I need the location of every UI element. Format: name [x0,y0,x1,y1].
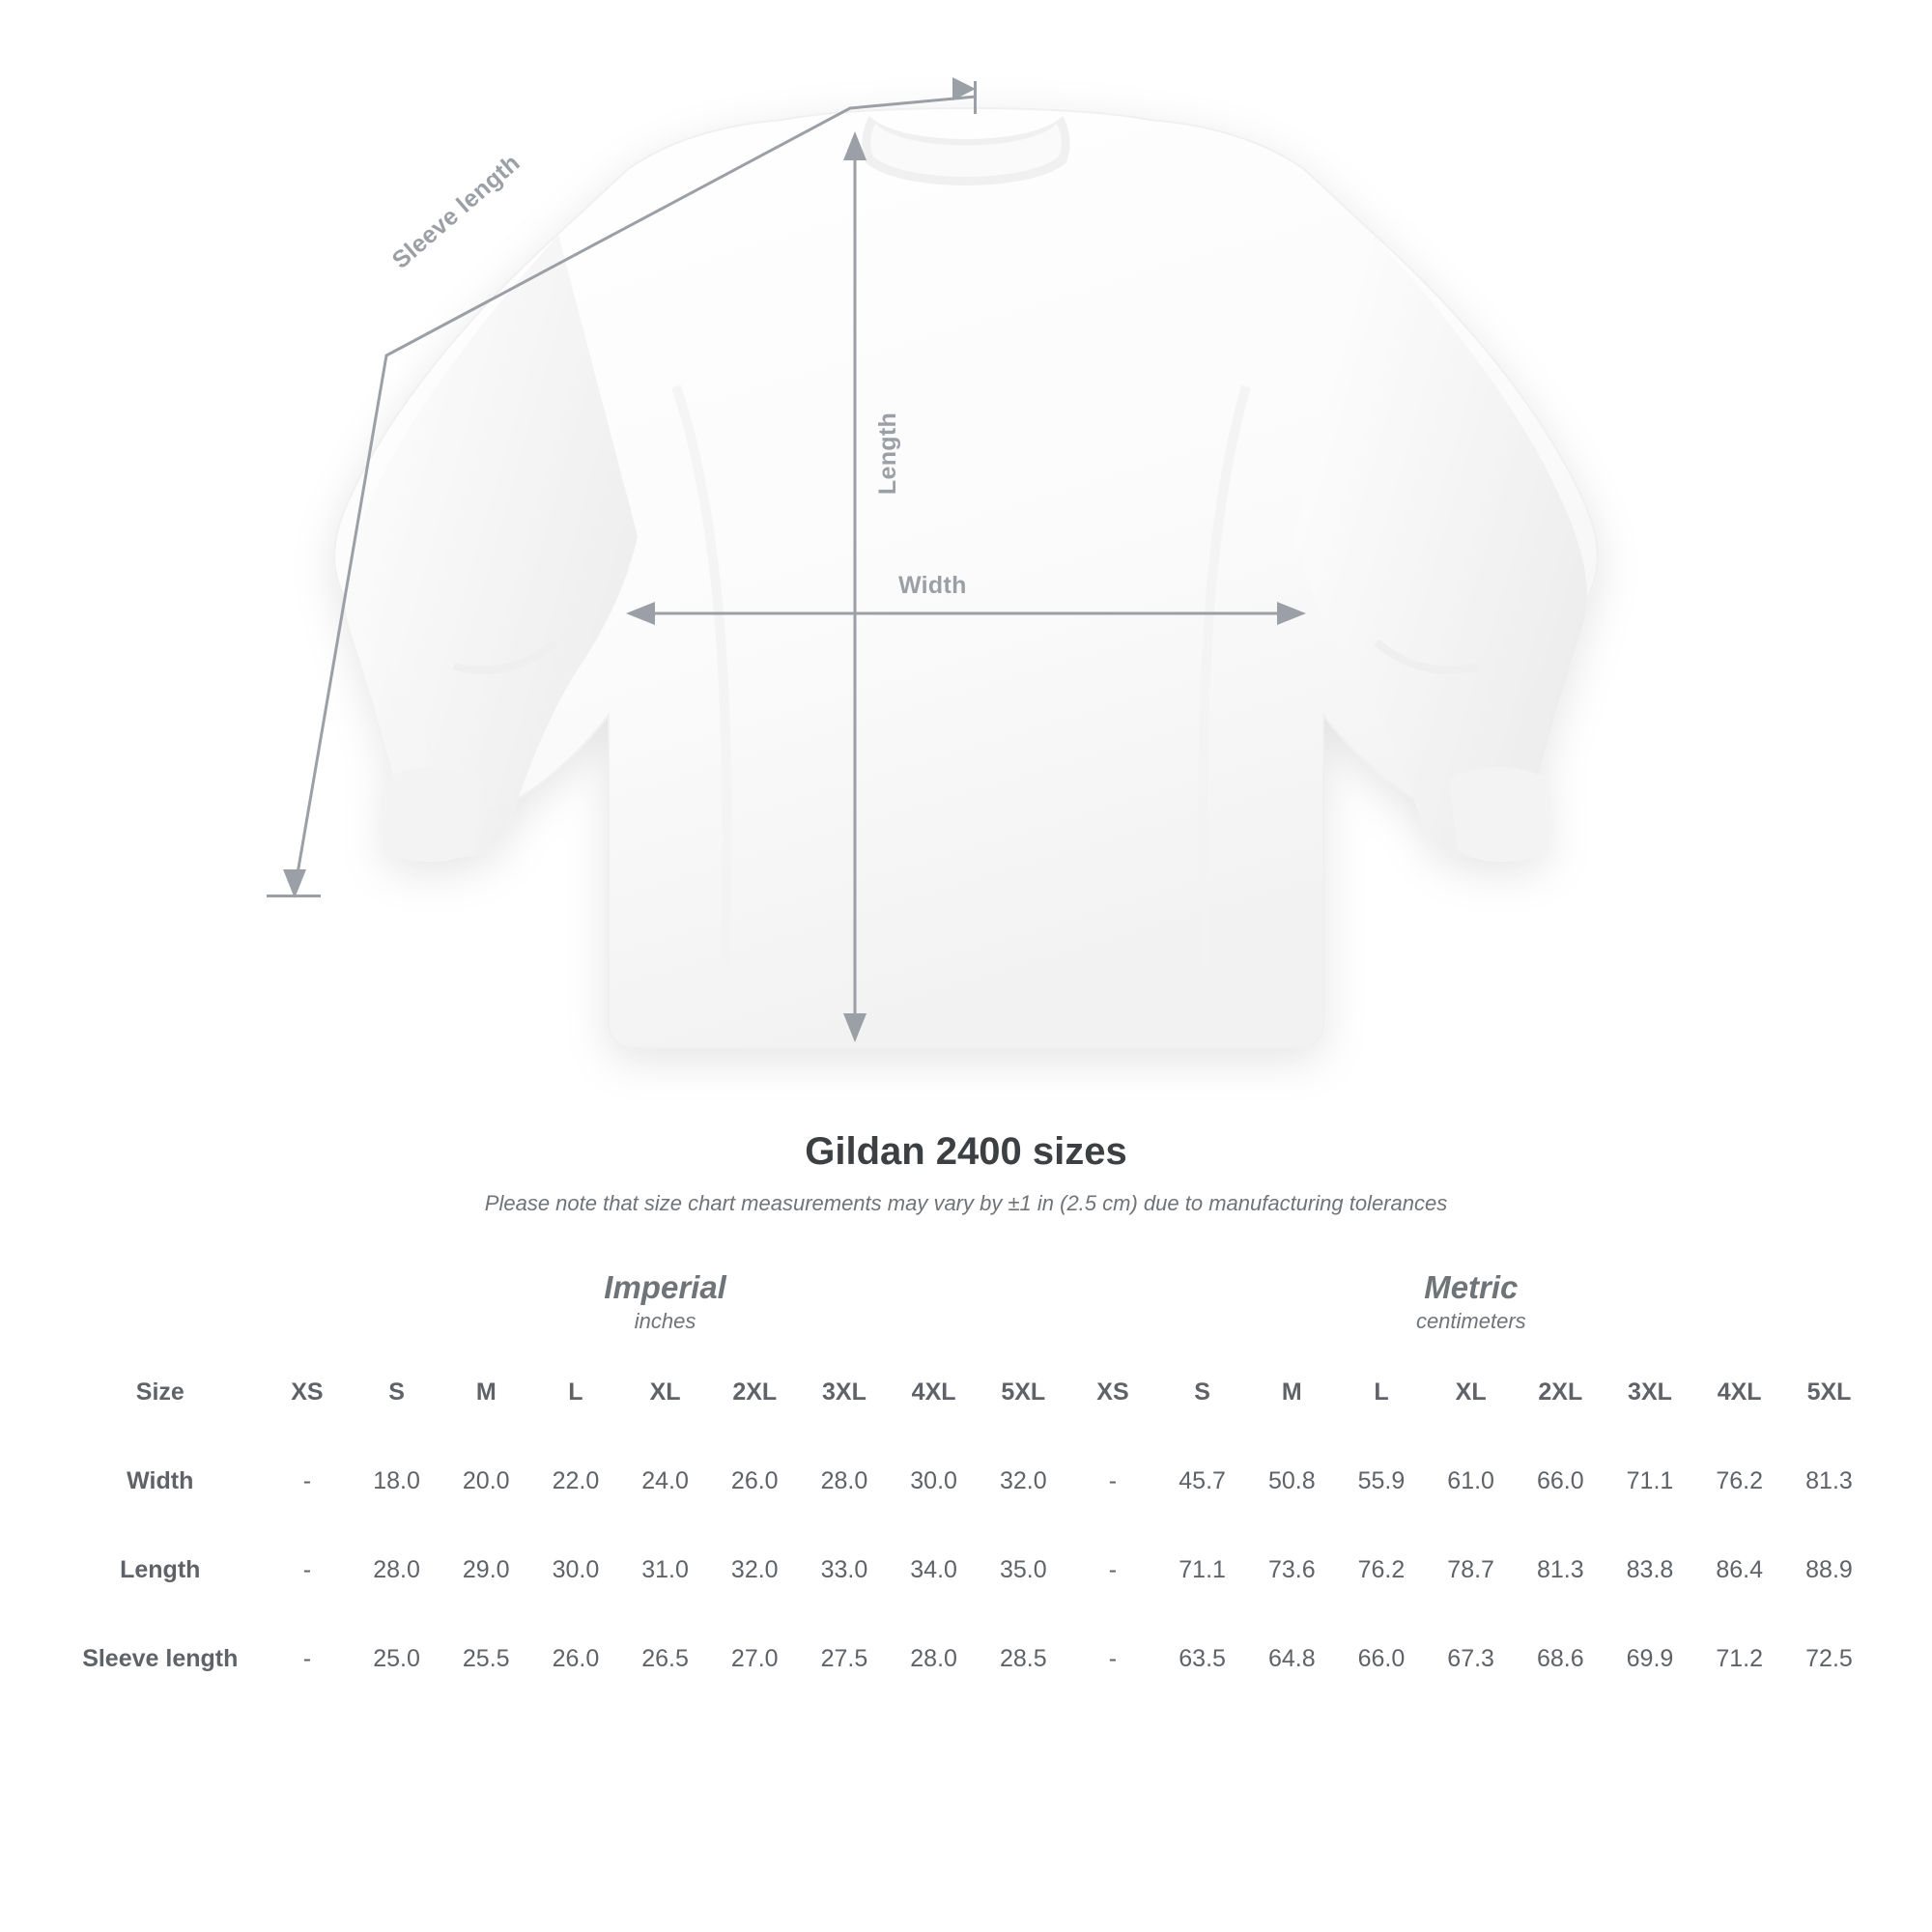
size-column-header: 3XL [800,1348,890,1436]
measurement-cell: 71.1 [1157,1525,1247,1614]
table-row [58,1436,1874,1525]
measurement-cell: 24.0 [620,1436,710,1525]
size-chart-table-wrap [58,1259,1874,1703]
measurement-cell: 28.0 [800,1436,890,1525]
measurement-cell: 26.5 [620,1614,710,1703]
unit-name: Metric [1424,1268,1519,1305]
measurement-cell: 32.0 [710,1525,800,1614]
size-column-header: 2XL [710,1348,800,1436]
measurement-cell: 29.0 [441,1525,531,1614]
measurement-cell: 25.0 [352,1614,441,1703]
sleeve-length-dimension-label: Sleeve length [386,149,526,274]
measurement-cell: - [1068,1614,1158,1703]
measurement-cell: 34.0 [889,1525,979,1614]
measurement-cell: 81.3 [1516,1525,1605,1614]
unit-row-spacer [58,1259,263,1348]
measurement-cell: 71.2 [1694,1614,1784,1703]
measurement-cell: - [1068,1525,1158,1614]
measurement-cell: 86.4 [1694,1525,1784,1614]
measurement-cell: 28.0 [889,1614,979,1703]
measurement-cell: 30.0 [889,1436,979,1525]
measurement-cell: 66.0 [1337,1614,1427,1703]
size-column-header: 5XL [1784,1348,1874,1436]
size-column-header: XL [1426,1348,1516,1436]
measurement-cell: 61.0 [1426,1436,1516,1525]
unit-header-imperial [263,1259,1068,1348]
measurement-cell: 81.3 [1784,1436,1874,1525]
size-column-header: S [1157,1348,1247,1436]
row-label: Length [58,1525,263,1614]
tolerance-note: Please note that size chart measurements may vary by ±1 in (2.5 cm) due to manufacturing tolerances [484,1191,1448,1215]
measurement-cell: 32.0 [979,1436,1068,1525]
unit-subtitle: inches [634,1309,696,1334]
row-label: Sleeve length [58,1614,263,1703]
size-column-header: M [441,1348,531,1436]
measurement-cell: - [263,1614,353,1703]
size-chart-table [58,1259,1874,1703]
measurement-cell: 71.1 [1605,1436,1695,1525]
table-row [58,1525,1874,1614]
measurement-cell: 45.7 [1157,1436,1247,1525]
length-dimension-label: Length [874,412,902,496]
size-column-header: 3XL [1605,1348,1695,1436]
measurement-cell: 63.5 [1157,1614,1247,1703]
measurement-cell: 55.9 [1337,1436,1427,1525]
measurement-cell: 69.9 [1605,1614,1695,1703]
unit-name: Imperial [604,1268,726,1305]
measurement-cell: 28.0 [352,1525,441,1614]
measurement-cell: 27.0 [710,1614,800,1703]
measurement-cell: 67.3 [1426,1614,1516,1703]
size-column-header: XS [1068,1348,1158,1436]
measurement-cell: 33.0 [800,1525,890,1614]
measurement-cell: 28.5 [979,1614,1068,1703]
row-label: Width [58,1436,263,1525]
measurement-cell: 72.5 [1784,1614,1874,1703]
measurement-cell: 30.0 [531,1525,621,1614]
measurement-cell: - [263,1436,353,1525]
page-title: Gildan 2400 sizes [805,1130,1127,1173]
size-column-header: 5XL [979,1348,1068,1436]
measurement-cell: 35.0 [979,1525,1068,1614]
size-column-header: M [1247,1348,1337,1436]
measurement-cell: 76.2 [1337,1525,1427,1614]
measurement-cell: - [1068,1436,1158,1525]
measurement-cell: 68.6 [1516,1614,1605,1703]
unit-header-row [58,1259,1874,1348]
unit-header-metric [1068,1259,1874,1348]
measurement-cell: - [263,1525,353,1614]
width-dimension-label: Width [898,572,967,599]
measurement-cell: 78.7 [1426,1525,1516,1614]
measurement-cell: 25.5 [441,1614,531,1703]
measurement-cell: 18.0 [352,1436,441,1525]
measurement-cell: 31.0 [620,1525,710,1614]
measurement-cell: 20.0 [441,1436,531,1525]
measurement-cell: 83.8 [1605,1525,1695,1614]
size-column-header: 4XL [1694,1348,1784,1436]
size-column-header: XL [620,1348,710,1436]
measurement-cell: 50.8 [1247,1436,1337,1525]
size-column-header: L [1337,1348,1427,1436]
title-block [0,1130,1932,1216]
measurement-cell: 26.0 [710,1436,800,1525]
size-column-header: 4XL [889,1348,979,1436]
measurement-cell: 22.0 [531,1436,621,1525]
size-column-header: 2XL [1516,1348,1605,1436]
size-header-label: Size [58,1348,263,1436]
measurement-cell: 64.8 [1247,1614,1337,1703]
size-column-header: XS [263,1348,353,1436]
measurement-cell: 76.2 [1694,1436,1784,1525]
measurement-cell: 66.0 [1516,1436,1605,1525]
measurement-cell: 27.5 [800,1614,890,1703]
size-header-row [58,1348,1874,1436]
table-row [58,1614,1874,1703]
measurement-cell: 73.6 [1247,1525,1337,1614]
measurement-cell: 88.9 [1784,1525,1874,1614]
size-column-header: L [531,1348,621,1436]
measurement-cell: 26.0 [531,1614,621,1703]
unit-subtitle: centimeters [1415,1309,1526,1334]
size-column-header: S [352,1348,441,1436]
